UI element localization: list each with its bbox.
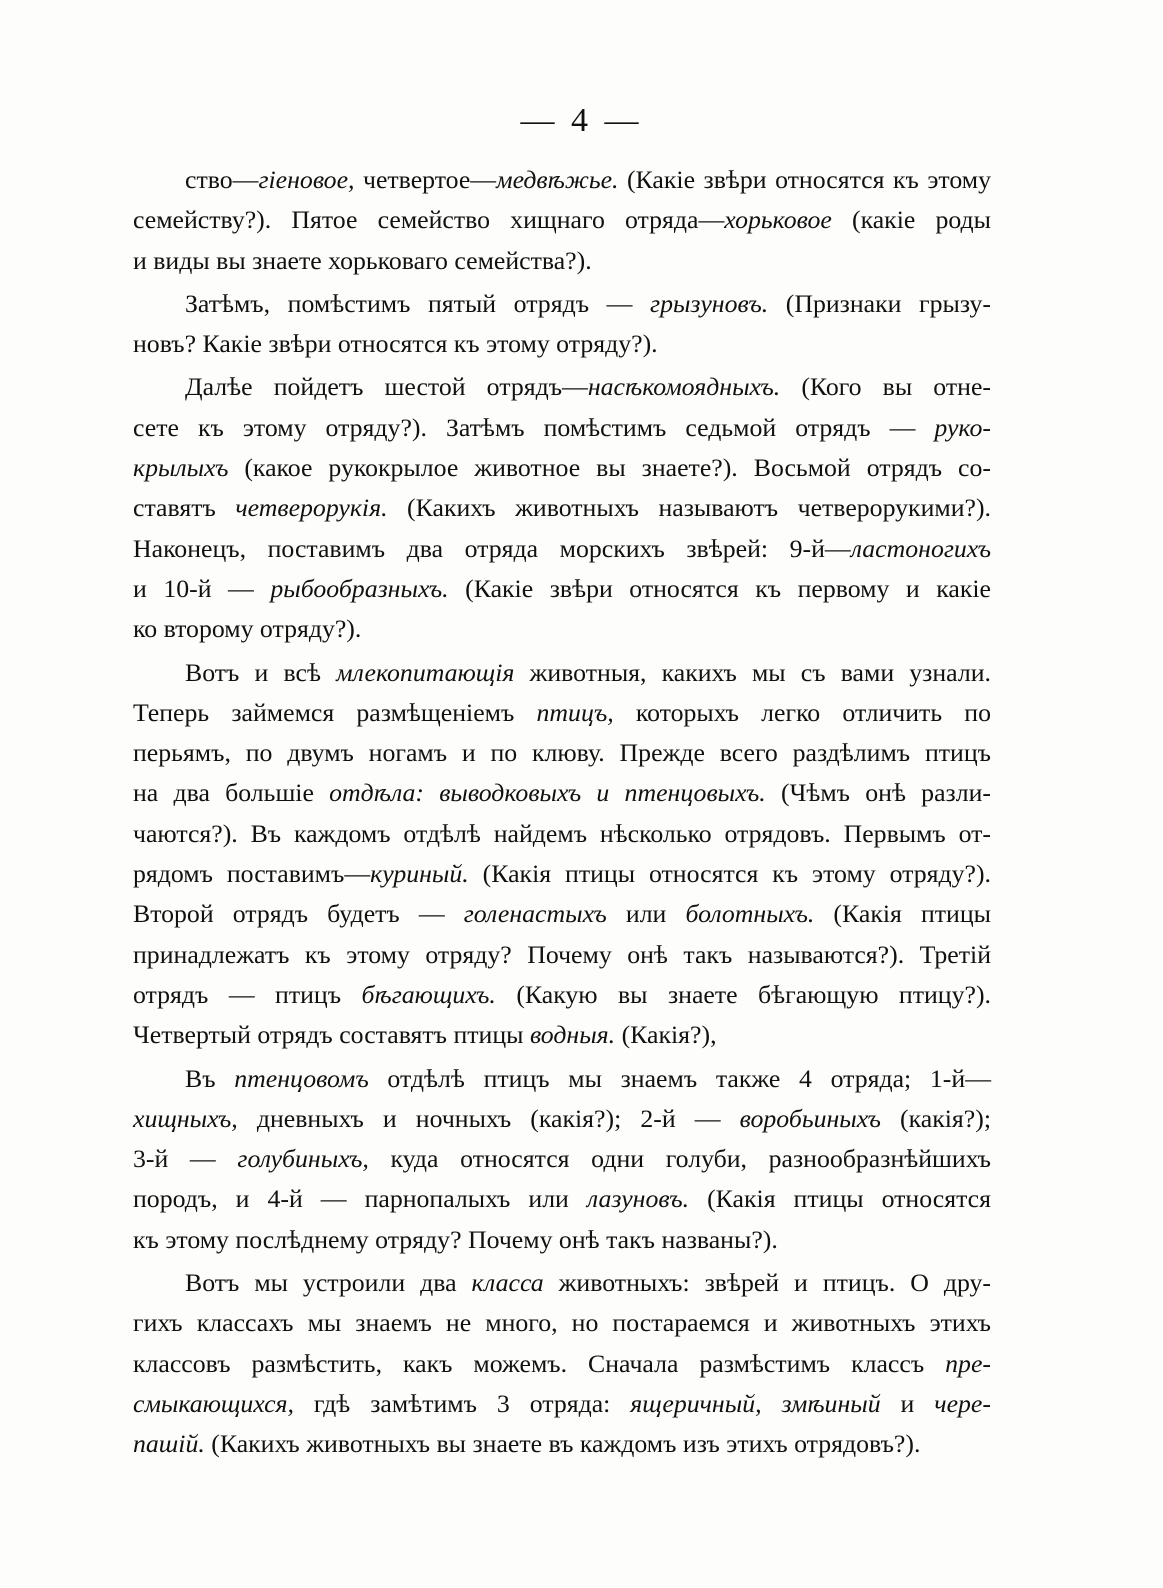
text-line	[133, 1220, 991, 1260]
text-line	[133, 653, 991, 693]
text-line	[133, 1179, 991, 1219]
text-line	[133, 814, 991, 854]
text-line	[133, 773, 991, 813]
text-segment: или	[606, 899, 686, 929]
text-segment: (Признаки грызу-	[768, 288, 991, 318]
italic-term: куриный.	[370, 859, 469, 889]
text-segment: ко второму отряду?).	[133, 614, 362, 644]
text-segment: гдѣ замѣтимъ 3 отряда:	[293, 1388, 631, 1418]
text-segment: къ этому послѣднему отряду? Почему онѣ такъ названы?).	[133, 1224, 778, 1254]
text-segment: рядомъ поставимъ—	[133, 859, 371, 889]
text-line	[133, 1015, 991, 1055]
text-line	[133, 854, 991, 894]
italic-term: голубиныхъ,	[237, 1144, 369, 1174]
text-line	[133, 1384, 991, 1424]
text-segment: Наконецъ, поставимъ два отряда морскихъ звѣрей: 9-й—	[133, 533, 851, 563]
text-line	[133, 1424, 991, 1464]
text-segment: классовъ размѣстить, какъ можемъ. Сначала размѣстимъ классъ	[133, 1348, 946, 1378]
text-segment: (Какую вы знаете бѣгающую птицу?).	[495, 979, 991, 1009]
text-segment: (Какія?),	[615, 1020, 717, 1050]
text-line	[133, 1139, 991, 1179]
italic-term: хищныхъ,	[133, 1103, 238, 1133]
text-line	[133, 935, 991, 975]
body-text	[133, 160, 991, 1465]
italic-term: насѣкомоядныхъ.	[587, 372, 781, 402]
text-line	[133, 529, 991, 569]
italic-term: болотныхъ.	[685, 899, 815, 929]
italic-term: рыбообразныхъ.	[270, 573, 449, 603]
text-segment: принадлежатъ къ этому отряду? Почему онѣ такъ называются?). Третій	[133, 939, 991, 969]
italic-term: чере-	[934, 1388, 991, 1418]
text-segment: дневныхъ и ночныхъ (какія?); 2-й —	[237, 1103, 740, 1133]
text-segment: животныя, какихъ мы съ вами узнали.	[514, 657, 991, 687]
italic-term: млекопитающія	[336, 657, 515, 687]
italic-term: класса	[471, 1268, 544, 1298]
italic-term: лазуновъ.	[586, 1184, 690, 1214]
italic-term: водныя.	[529, 1020, 616, 1050]
text-line	[133, 160, 991, 200]
text-segment: (Кого вы отне-	[780, 372, 991, 402]
text-segment: (Какіе звѣри относятся къ этому	[618, 165, 991, 194]
text-line	[133, 1263, 991, 1303]
italic-term: голенастыхъ	[463, 899, 607, 929]
text-segment: Далѣе пойдетъ шестой отрядъ—	[185, 372, 588, 402]
text-line	[133, 693, 991, 733]
italic-term: смыкающихся,	[133, 1388, 294, 1418]
italic-term: ластоногихъ	[850, 533, 991, 563]
text-segment: гихъ классахъ мы знаемъ не много, но постараемся и животныхъ этихъ	[133, 1308, 991, 1338]
italic-term: четверорукія.	[235, 493, 388, 523]
text-line	[133, 284, 991, 324]
italic-term: ящеричный, змѣиный	[630, 1388, 881, 1418]
text-segment: куда относятся одни голуби, разнообразнѣйшихъ	[368, 1144, 991, 1174]
text-segment: Вотъ и всѣ	[185, 657, 337, 687]
text-line	[133, 324, 991, 364]
italic-term: воробьиныхъ	[739, 1103, 881, 1133]
italic-term: руко-	[934, 412, 991, 442]
text-segment: Теперь займемся размѣщеніемъ	[133, 697, 537, 727]
text-segment: отдѣлѣ птицъ мы знаемъ также 4 отряда; 1-й—	[368, 1063, 991, 1093]
italic-term: крылыхъ	[133, 453, 229, 483]
text-segment: Въ	[185, 1063, 235, 1093]
text-segment: и 10-й —	[133, 573, 271, 603]
text-line	[133, 241, 991, 281]
italic-term: пре-	[945, 1348, 991, 1378]
text-segment: перьямъ, по двумъ ногамъ и по клюву. Прежде всего раздѣлимъ птицъ	[133, 738, 991, 768]
text-segment: (Какихъ животныхъ вы знаете въ каждомъ изъ этихъ отрядовъ?).	[204, 1429, 921, 1459]
text-line	[133, 1099, 991, 1139]
text-segment: отрядъ — птицъ	[133, 979, 362, 1009]
italic-term: птицъ,	[536, 697, 614, 727]
text-segment: сете къ этому отряду?). Затѣмъ помѣстимъ седьмой отрядъ —	[133, 412, 935, 442]
italic-term: птенцовомъ	[234, 1063, 369, 1093]
text-segment: и	[880, 1388, 935, 1418]
text-line	[133, 1344, 991, 1384]
text-line	[133, 733, 991, 773]
text-segment: (какія?);	[880, 1103, 992, 1133]
page-number: — 4 —	[520, 102, 643, 139]
text-segment: которыхъ легко отличить по	[613, 697, 991, 727]
text-line	[133, 448, 991, 488]
text-segment: Второй отрядъ будетъ —	[133, 899, 464, 929]
text-segment: четвертое—	[354, 165, 497, 194]
text-segment: ство—	[185, 165, 259, 194]
text-segment: Вотъ мы устроили два	[185, 1268, 472, 1298]
text-segment: на два большіе	[133, 778, 330, 808]
text-line	[133, 367, 991, 407]
text-line	[133, 975, 991, 1015]
text-segment: (Чѣмъ онѣ разли-	[765, 778, 991, 808]
text-segment: (Какія птицы относятся	[689, 1184, 991, 1214]
italic-term: пашій.	[133, 1429, 205, 1459]
text-segment: (Какіе звѣри относятся къ первому и какіе	[448, 573, 991, 603]
italic-term: отдѣла: выводковыхъ и птенцовыхъ.	[329, 778, 766, 808]
italic-term: грызуновъ.	[650, 288, 769, 318]
text-line	[133, 200, 991, 240]
text-segment: (Какія птицы относятся къ этому отряду?).	[468, 859, 991, 889]
text-segment: Затѣмъ, помѣстимъ пятый отрядъ —	[185, 288, 650, 318]
text-segment: породъ, и 4-й — парнопалыхъ или	[133, 1184, 587, 1214]
text-segment: новъ? Какіе звѣри относятся къ этому отряду?).	[133, 329, 658, 359]
text-line	[133, 408, 991, 448]
text-line	[133, 488, 991, 528]
text-line	[133, 569, 991, 609]
text-segment: и виды вы знаете хорьковаго семейства?).	[133, 245, 592, 275]
text-line	[133, 1059, 991, 1099]
text-segment: 3-й —	[133, 1144, 238, 1174]
text-segment: ставятъ	[133, 493, 236, 523]
text-segment: (Какія птицы	[814, 899, 991, 929]
text-segment: Четвертый отрядъ составятъ птицы	[133, 1020, 530, 1050]
text-segment: (Какихъ животныхъ называютъ четверорукими?).	[387, 493, 991, 523]
text-segment: (какое рукокрылое животное вы знаете?). Восьмой отрядъ со-	[228, 453, 991, 483]
italic-term: медвѣжье.	[496, 165, 619, 194]
text-segment: (какіе роды	[831, 205, 991, 235]
italic-term: бѣгающихъ.	[361, 979, 496, 1009]
text-segment: чаются?). Въ каждомъ отдѣлѣ найдемъ нѣсколько отрядовъ. Первымъ от-	[133, 818, 991, 848]
text-line	[133, 1303, 991, 1343]
italic-term: гіеновое,	[258, 165, 355, 194]
text-line	[133, 894, 991, 934]
text-line	[133, 609, 991, 649]
italic-term: хорьковое	[724, 205, 832, 235]
text-segment: семейству?). Пятое семейство хищнаго отряда—	[133, 205, 725, 235]
text-segment: животныхъ: звѣрей и птицъ. О дру-	[543, 1268, 991, 1298]
